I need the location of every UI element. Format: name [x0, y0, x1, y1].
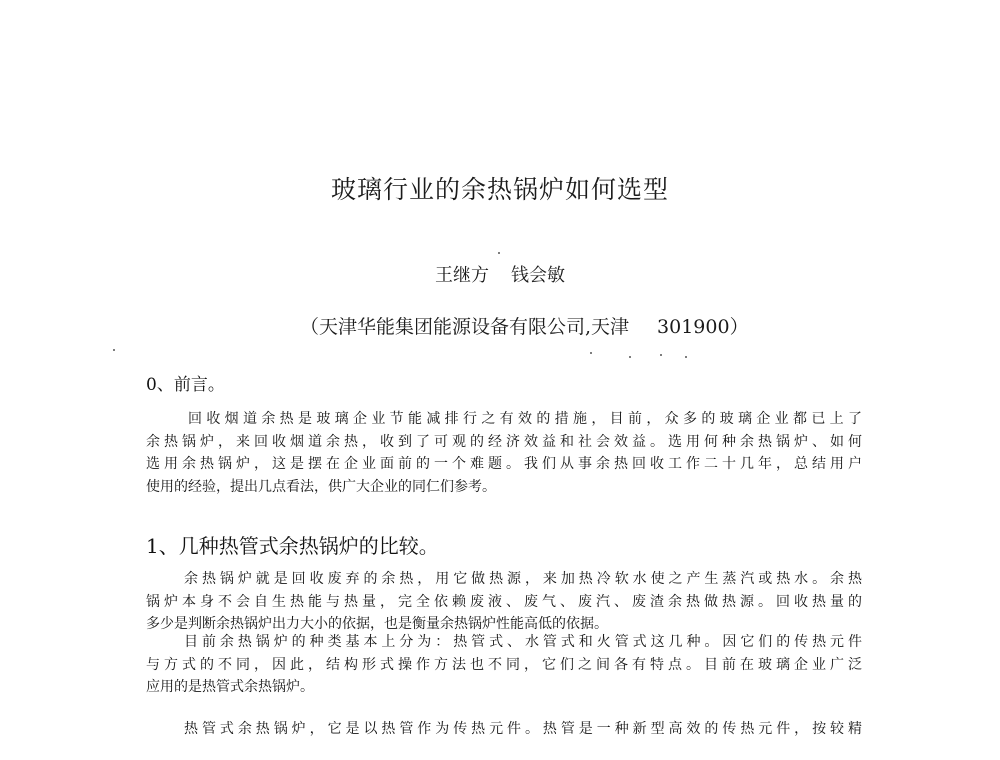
paragraph-line: 热管式余热锅炉，它是以热管作为传热元件。热管是一种新型高效的传热元件，按较精: [184, 721, 862, 737]
scan-speck: [660, 354, 662, 356]
affiliation-text: （天津华能集团能源设备有限公司,天津: [300, 316, 630, 338]
paragraph-line: 多少是判断余热锅炉出力大小的依据，也是衡量余热锅炉性能高低的依据。: [146, 616, 608, 632]
section-heading: 1、几种热管式余热锅炉的比较。: [146, 534, 439, 558]
affiliation-line: [300, 312, 749, 339]
paragraph: [146, 718, 862, 741]
scan-speck: [629, 356, 631, 358]
paragraph: [146, 408, 862, 498]
paragraph-line: 应用的是热管式余热锅炉。: [146, 679, 314, 695]
paragraph-line: 回收烟道余热是玻璃企业节能减排行之有效的措施，目前，众多的玻璃企业都已上了: [188, 411, 862, 427]
author-name: 钱会敏: [511, 265, 565, 286]
scan-speck: [113, 349, 115, 351]
author-line: [0, 261, 1000, 287]
paragraph-line: 与方式的不同，因此，结构形式操作方法也不同，它们之间各有特点。目前在玻璃企业广泛: [146, 656, 862, 673]
paragraph-line: 余热锅炉就是回收废弃的余热，用它做热源，来加热冷软水使之产生蒸汽或热水。余热: [184, 571, 862, 587]
scan-speck: [498, 252, 500, 254]
paragraph-line: 使用的经验，提出几点看法，供广大企业的同仁们参考。: [146, 478, 496, 495]
section-heading: 0、前言。: [146, 375, 225, 395]
affiliation-postcode: 301900）: [657, 316, 749, 338]
paragraph-line: 目前余热锅炉的种类基本上分为：热管式、水管式和火管式这几种。因它们的传热元件: [184, 634, 862, 650]
scan-speck: [685, 356, 687, 358]
paragraph-line: 锅炉本身不会自生热能与热量，完全依赖废液、废气、废汽、废渣余热做热源。回收热量的: [146, 593, 862, 610]
paragraph-line: 余热锅炉，来回收烟道余热，收到了可观的经济效益和社会效益。选用何种余热锅炉、如何: [146, 433, 862, 450]
paragraph-line: 选用余热锅炉，这是摆在企业面前的一个难题。我们从事余热回收工作二十几年，总结用户: [146, 456, 862, 472]
author-name: 王继方: [435, 265, 489, 286]
paragraph: [146, 568, 862, 636]
paragraph: [146, 631, 862, 699]
document-title: 玻璃行业的余热锅炉如何选型: [330, 175, 669, 204]
scan-speck: [590, 352, 592, 354]
